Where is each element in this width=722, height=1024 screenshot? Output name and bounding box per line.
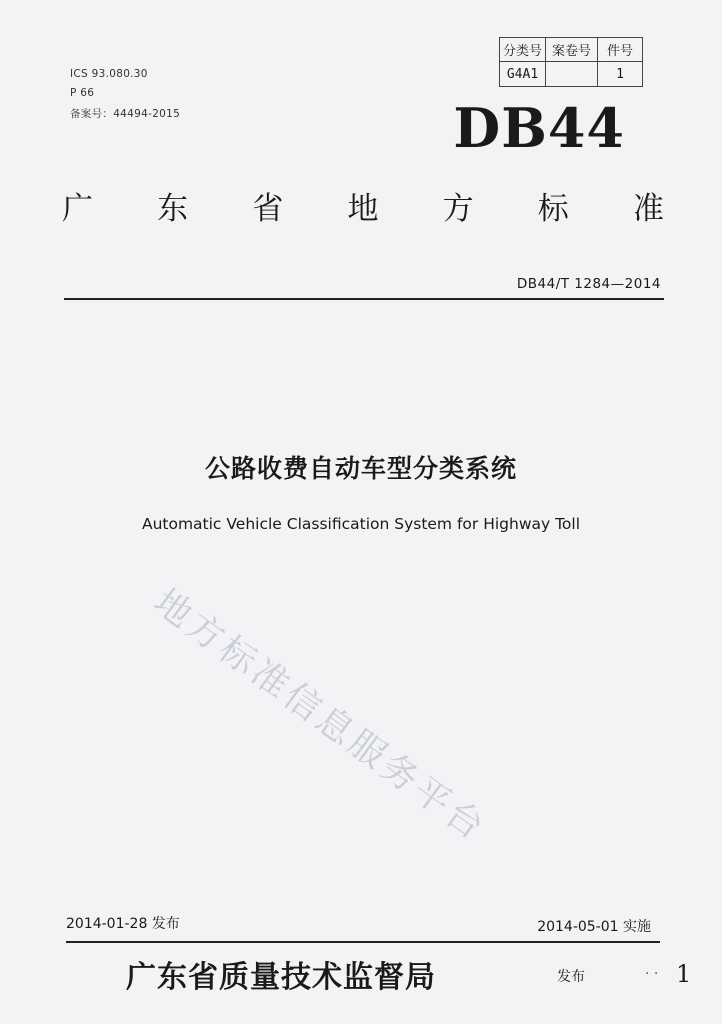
title-chinese: 公路收费自动车型分类系统 xyxy=(204,454,517,483)
issuing-authority: 广东省质量技术监督局 xyxy=(126,960,436,995)
ics-code: ICS 93.080.30 xyxy=(70,68,148,80)
filing-number: 备案号：44494-2015 xyxy=(70,108,181,120)
standard-type xyxy=(62,183,664,228)
scan-dots: · · xyxy=(645,966,659,982)
stamp-value-category: G4A1 xyxy=(500,62,546,86)
standard-type-char: 方 xyxy=(442,191,474,227)
stamp-value-item: 1 xyxy=(616,66,624,82)
stamp-header-volume: 案卷号 xyxy=(546,38,598,62)
top-divider xyxy=(64,298,664,300)
standard-type-char: 地 xyxy=(347,191,379,227)
standard-type-char: 标 xyxy=(537,191,569,227)
standard-code: DB44 xyxy=(453,96,625,160)
standard-type-char: 准 xyxy=(632,191,664,227)
archive-stamp xyxy=(499,37,643,87)
bottom-divider xyxy=(66,941,660,943)
standard-type-char: 广 xyxy=(62,191,93,227)
standard-number: DB44/T 1284—2014 xyxy=(516,276,661,292)
implement-date: 2014-05-01 实施 xyxy=(537,919,651,935)
page-mark: 1 xyxy=(676,960,692,988)
stamp-value-volume xyxy=(546,62,598,86)
stamp-header-category: 分类号 xyxy=(500,38,546,62)
release-date: 2014-01-28 发布 xyxy=(66,916,180,932)
ccs-code: P 66 xyxy=(70,87,95,99)
standard-type-char: 省 xyxy=(252,191,284,227)
stamp-header-item: 件号 xyxy=(598,38,642,62)
watermark: 地方标准信息服务平台 xyxy=(146,581,494,850)
issue-label: 发布 xyxy=(557,969,585,985)
title-english: Automatic Vehicle Classification System for Highway Toll xyxy=(141,515,581,533)
standard-type-char: 东 xyxy=(157,191,189,227)
